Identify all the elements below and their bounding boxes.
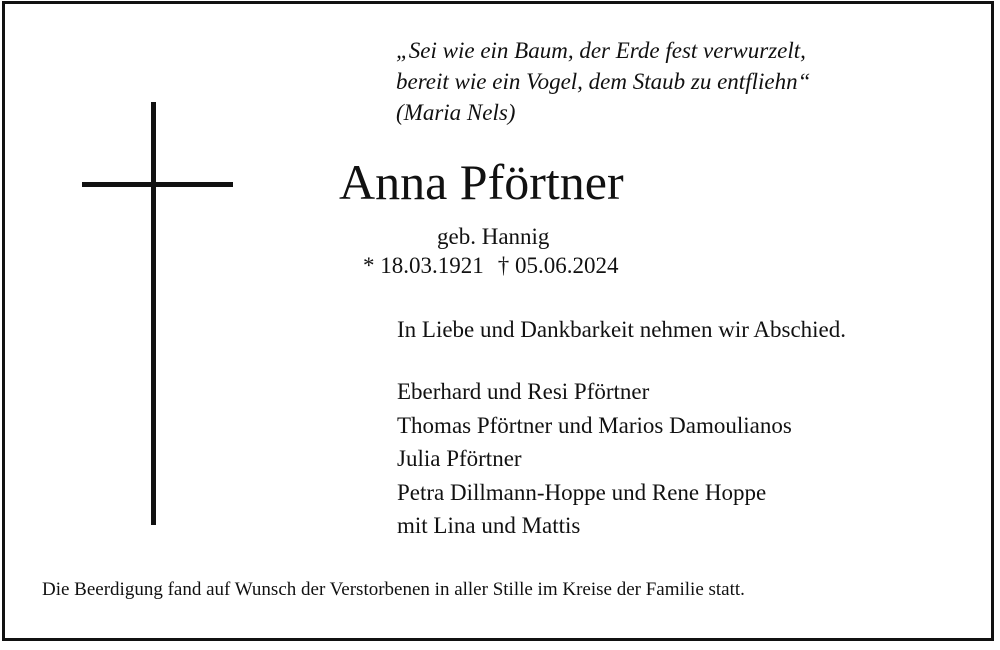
death-date: † 05.06.2024 (497, 253, 619, 278)
quote-line: „Sei wie ein Baum, der Erde fest verwurzelt, (396, 38, 806, 63)
life-dates (363, 251, 619, 281)
quote-line: bereit wie ein Vogel, dem Staub zu entfliehn“ (396, 69, 811, 94)
quote-block (396, 35, 810, 128)
funeral-note: Die Beerdigung fand auf Wunsch der Verstorbenen in aller Stille im Kreise der Familie statt. (42, 579, 745, 600)
mourner-line: Petra Dillmann-Hoppe und Rene Hoppe (397, 479, 767, 505)
cross-horizontal-bar (82, 182, 233, 187)
farewell-text: In Liebe und Dankbarkeit nehmen wir Abschied. (397, 317, 847, 342)
mourner-line: Eberhard und Resi Pförtner (397, 379, 650, 404)
mourner-line: Julia Pförtner (397, 446, 522, 471)
birth-date: * 18.03.1921 (363, 253, 484, 278)
cross-vertical-bar (151, 102, 156, 525)
mourner-line: mit Lina und Mattis (397, 513, 581, 538)
mourner-line: Thomas Pförtner und Marios Damoulianos (397, 412, 792, 438)
maiden-name: geb. Hannig (437, 224, 550, 249)
quote-author: (Maria Nels) (396, 100, 516, 125)
deceased-name: Anna Pförtner (339, 154, 624, 210)
mourners-list (397, 375, 792, 543)
